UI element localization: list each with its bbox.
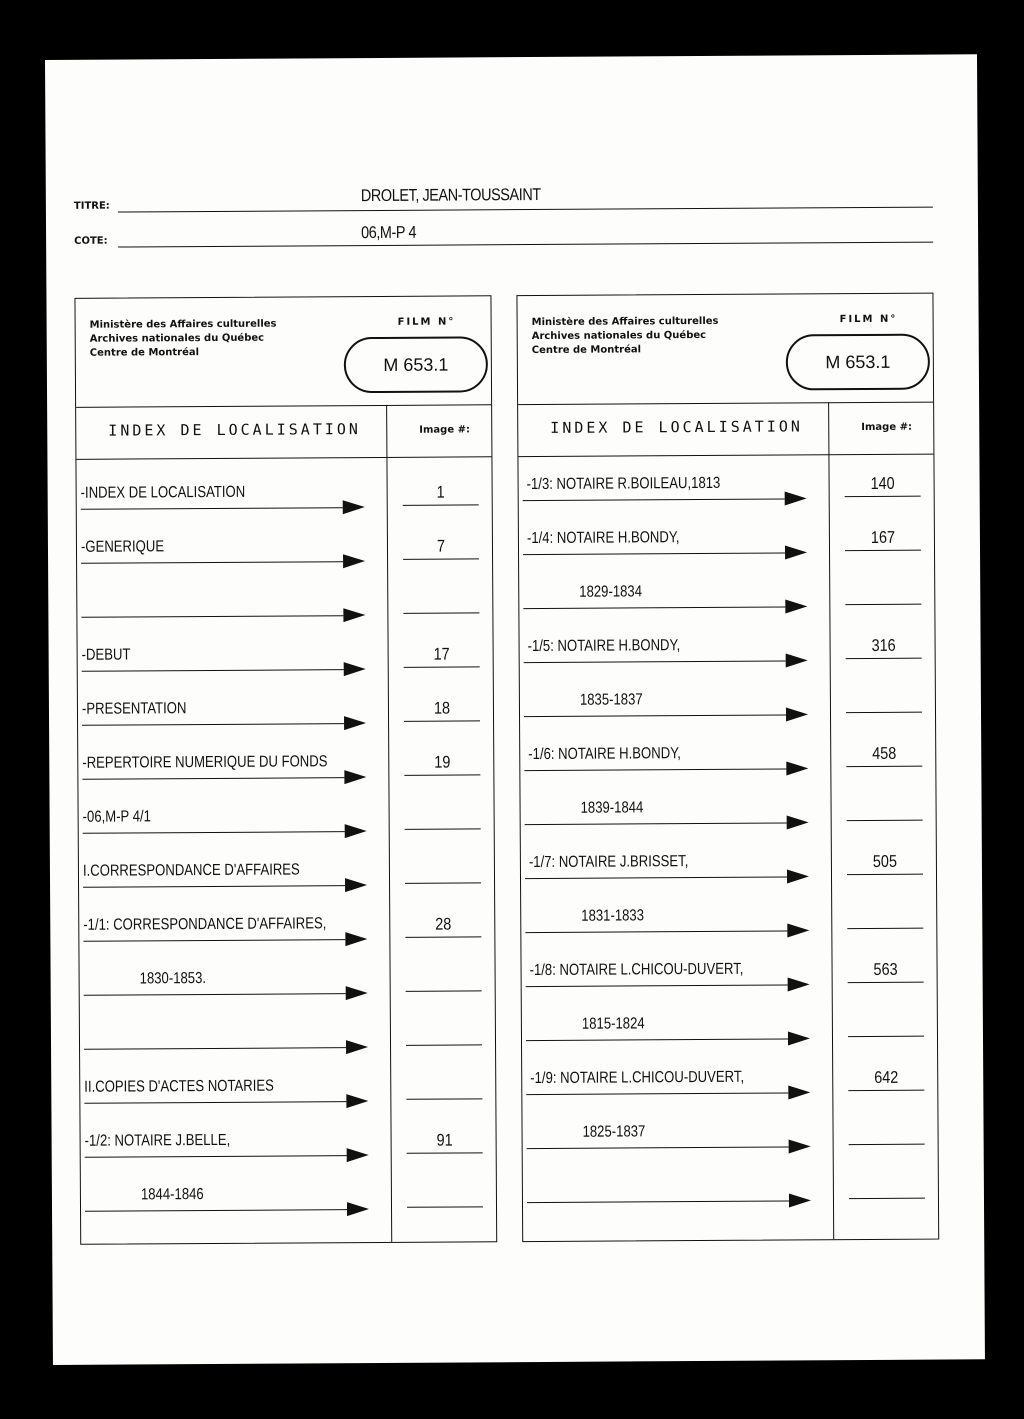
image-number: 458	[872, 743, 897, 763]
image-number-line	[405, 936, 481, 937]
entry-leader-line	[527, 1200, 789, 1203]
image-number-line	[406, 990, 482, 991]
agency-centre: Centre de Montréal	[89, 347, 200, 359]
entry-label: II.COPIES D'ACTES NOTARIES	[84, 1077, 274, 1096]
cote-underline	[118, 242, 933, 248]
entry-leader-line	[81, 561, 343, 564]
arrow-icon	[343, 500, 365, 514]
arrow-icon	[787, 869, 809, 883]
arrow-icon	[786, 707, 808, 721]
index-entry-row	[517, 294, 932, 297]
arrow-icon	[347, 1202, 369, 1216]
arrow-icon	[785, 545, 807, 559]
image-number: 563	[873, 959, 898, 979]
image-number-line	[847, 874, 923, 875]
left-index-panel	[74, 295, 497, 1245]
image-number-line	[404, 666, 480, 667]
image-number: 316	[871, 635, 896, 655]
panel-rule-top	[518, 402, 933, 406]
entry-label: -06,M-P 4/1	[82, 808, 151, 826]
arrow-icon	[343, 608, 365, 622]
entry-label: 1815-1824	[581, 1015, 645, 1033]
image-number-line	[407, 1206, 483, 1207]
image-number-line	[407, 1152, 483, 1153]
titre-value: DROLET, JEAN-TOUSSAINT	[360, 184, 541, 206]
entry-label: 1825-1837	[582, 1123, 646, 1141]
entry-label: 1831-1833	[581, 907, 645, 925]
image-number-line	[846, 712, 922, 713]
arrow-icon	[788, 977, 810, 991]
image-number: 140	[870, 473, 895, 493]
cote-label: COTE:	[74, 235, 108, 247]
entry-label: -INDEX DE LOCALISATION	[80, 483, 246, 502]
image-number-line	[405, 828, 481, 829]
image-number-line	[847, 928, 923, 929]
film-number-box: M 653.1	[786, 334, 930, 391]
image-number-line	[845, 550, 921, 551]
image-number-line	[847, 820, 923, 821]
arrow-icon	[344, 662, 366, 676]
film-number-box: M 653.1	[344, 336, 488, 393]
agency-archives: Archives nationales du Québec	[89, 332, 265, 345]
entry-leader-line	[523, 498, 785, 501]
entry-leader-line	[526, 1092, 788, 1095]
entry-leader-line	[81, 615, 343, 618]
entry-label: -1/3: NOTAIRE R.BOILEAU,1813	[526, 474, 721, 494]
arrow-icon	[345, 824, 367, 838]
right-index-panel	[516, 293, 939, 1243]
entry-label: -1/9: NOTAIRE L.CHICOU-DUVERT,	[530, 1068, 745, 1088]
image-number-line	[405, 882, 481, 883]
arrow-icon	[346, 1094, 368, 1108]
image-number-line	[849, 1144, 925, 1145]
entry-leader-line	[82, 669, 344, 672]
arrow-icon	[787, 923, 809, 937]
arrow-icon	[346, 986, 368, 1000]
entry-leader-line	[527, 1146, 789, 1149]
entry-label: 1839-1844	[580, 799, 644, 817]
entry-label: 1829-1834	[579, 583, 643, 601]
panel-rule-header	[518, 454, 933, 458]
panel-column-divider	[828, 402, 834, 1239]
arrow-icon	[344, 716, 366, 730]
entry-leader-line	[84, 1101, 346, 1104]
entry-leader-line	[84, 1047, 346, 1050]
image-number-line	[846, 766, 922, 767]
image-number-line	[849, 1198, 925, 1199]
image-number: 18	[433, 698, 451, 718]
panel-rule-header	[76, 456, 491, 460]
index-entry-row	[75, 296, 490, 299]
entry-label: -1/4: NOTAIRE H.BONDY,	[526, 529, 680, 548]
entry-leader-line	[525, 930, 787, 933]
image-number-line	[403, 558, 479, 559]
image-number: 28	[435, 914, 452, 934]
entry-leader-line	[81, 507, 343, 510]
entry-leader-line	[526, 1038, 788, 1041]
titre-underline	[118, 207, 933, 213]
image-number-line	[848, 1036, 924, 1037]
image-column-header: Image #:	[419, 424, 471, 436]
entry-leader-line	[85, 1155, 347, 1158]
arrow-icon	[788, 1085, 810, 1099]
arrow-icon	[785, 491, 807, 505]
arrow-icon	[347, 1148, 369, 1162]
arrow-icon	[785, 599, 807, 613]
image-number: 505	[872, 851, 898, 871]
index-title: INDEX DE LOCALISATION	[108, 420, 361, 440]
entry-leader-line	[524, 660, 786, 663]
entry-label: -REPERTOIRE NUMERIQUE DU FONDS	[82, 753, 328, 772]
entry-label: 1844-1846	[140, 1186, 204, 1204]
microfilm-index-sheet	[45, 54, 985, 1365]
image-number-line	[404, 720, 480, 721]
entry-leader-line	[524, 768, 786, 771]
entry-leader-line	[526, 984, 788, 987]
entry-label: 1835-1837	[579, 691, 643, 709]
entry-label: -DEBUT	[81, 646, 131, 664]
entry-label: -1/5: NOTAIRE H.BONDY,	[527, 637, 681, 656]
entry-leader-line	[525, 876, 787, 879]
agency-centre: Centre de Montréal	[531, 344, 642, 357]
entry-leader-line	[524, 714, 786, 717]
arrow-icon	[345, 878, 367, 892]
entry-leader-line	[84, 993, 346, 996]
agency-archives: Archives nationales du Québec	[531, 329, 707, 343]
cote-value: 06,M-P 4	[361, 222, 417, 243]
image-number-line	[845, 496, 921, 497]
index-entry-row	[75, 296, 490, 299]
image-number-line	[406, 1098, 482, 1099]
entry-leader-line	[83, 831, 345, 834]
image-number-line	[848, 982, 924, 983]
entry-label: -1/8: NOTAIRE L.CHICOU-DUVERT,	[529, 960, 744, 980]
entry-leader-line	[83, 885, 345, 888]
film-label: FILM N°	[839, 313, 898, 326]
arrow-icon	[789, 1139, 811, 1153]
arrow-icon	[789, 1193, 811, 1207]
entry-label: I.CORRESPONDANCE D'AFFAIRES	[82, 861, 300, 880]
arrow-icon	[786, 761, 808, 775]
entry-label: -GENERIQUE	[80, 538, 165, 556]
entry-label: -1/7: NOTAIRE J.BRISSET,	[528, 853, 689, 872]
arrow-icon	[344, 770, 366, 784]
image-number: 642	[874, 1067, 899, 1087]
entry-leader-line	[82, 777, 344, 780]
entry-label: -1/2: NOTAIRE J.BELLE,	[84, 1131, 231, 1150]
image-number-line	[406, 1044, 482, 1045]
image-number: 7	[436, 536, 446, 556]
entry-leader-line	[523, 606, 785, 609]
image-number: 19	[434, 752, 451, 772]
image-column-header: Image #:	[861, 421, 912, 434]
entry-leader-line	[525, 822, 787, 825]
arrow-icon	[788, 1031, 810, 1045]
entry-label: 1830-1853.	[139, 970, 207, 988]
image-number-line	[845, 604, 921, 605]
film-label: FILM N°	[397, 316, 456, 328]
arrow-icon	[787, 815, 809, 829]
panel-rule-top	[76, 404, 491, 408]
image-number-line	[403, 612, 479, 613]
titre-label: TITRE:	[73, 200, 110, 212]
entry-leader-line	[523, 552, 785, 555]
image-number: 167	[870, 527, 896, 547]
image-number-line	[404, 774, 480, 775]
image-number-line	[846, 658, 922, 659]
arrow-icon	[343, 554, 365, 568]
agency-ministry: Ministère des Affaires culturelles	[531, 315, 719, 329]
agency-ministry: Ministère des Affaires culturelles	[89, 318, 277, 331]
index-title: INDEX DE LOCALISATION	[550, 417, 803, 437]
panel-column-divider	[386, 405, 392, 1242]
arrow-icon	[786, 653, 808, 667]
entry-label: -1/1: CORRESPONDANCE D'AFFAIRES,	[83, 915, 327, 934]
agency-block	[532, 315, 719, 358]
image-number: 91	[436, 1130, 453, 1150]
image-number: 1	[436, 482, 445, 502]
arrow-icon	[345, 932, 367, 946]
entry-label: -1/6: NOTAIRE H.BONDY,	[528, 745, 681, 764]
image-number-line	[403, 504, 479, 505]
entry-leader-line	[85, 1209, 347, 1212]
entry-label: -PRESENTATION	[81, 700, 187, 718]
image-number-line	[848, 1090, 924, 1091]
entry-leader-line	[83, 939, 345, 942]
agency-block	[90, 318, 277, 361]
image-number: 17	[433, 644, 450, 664]
arrow-icon	[346, 1040, 368, 1054]
entry-leader-line	[82, 723, 344, 726]
